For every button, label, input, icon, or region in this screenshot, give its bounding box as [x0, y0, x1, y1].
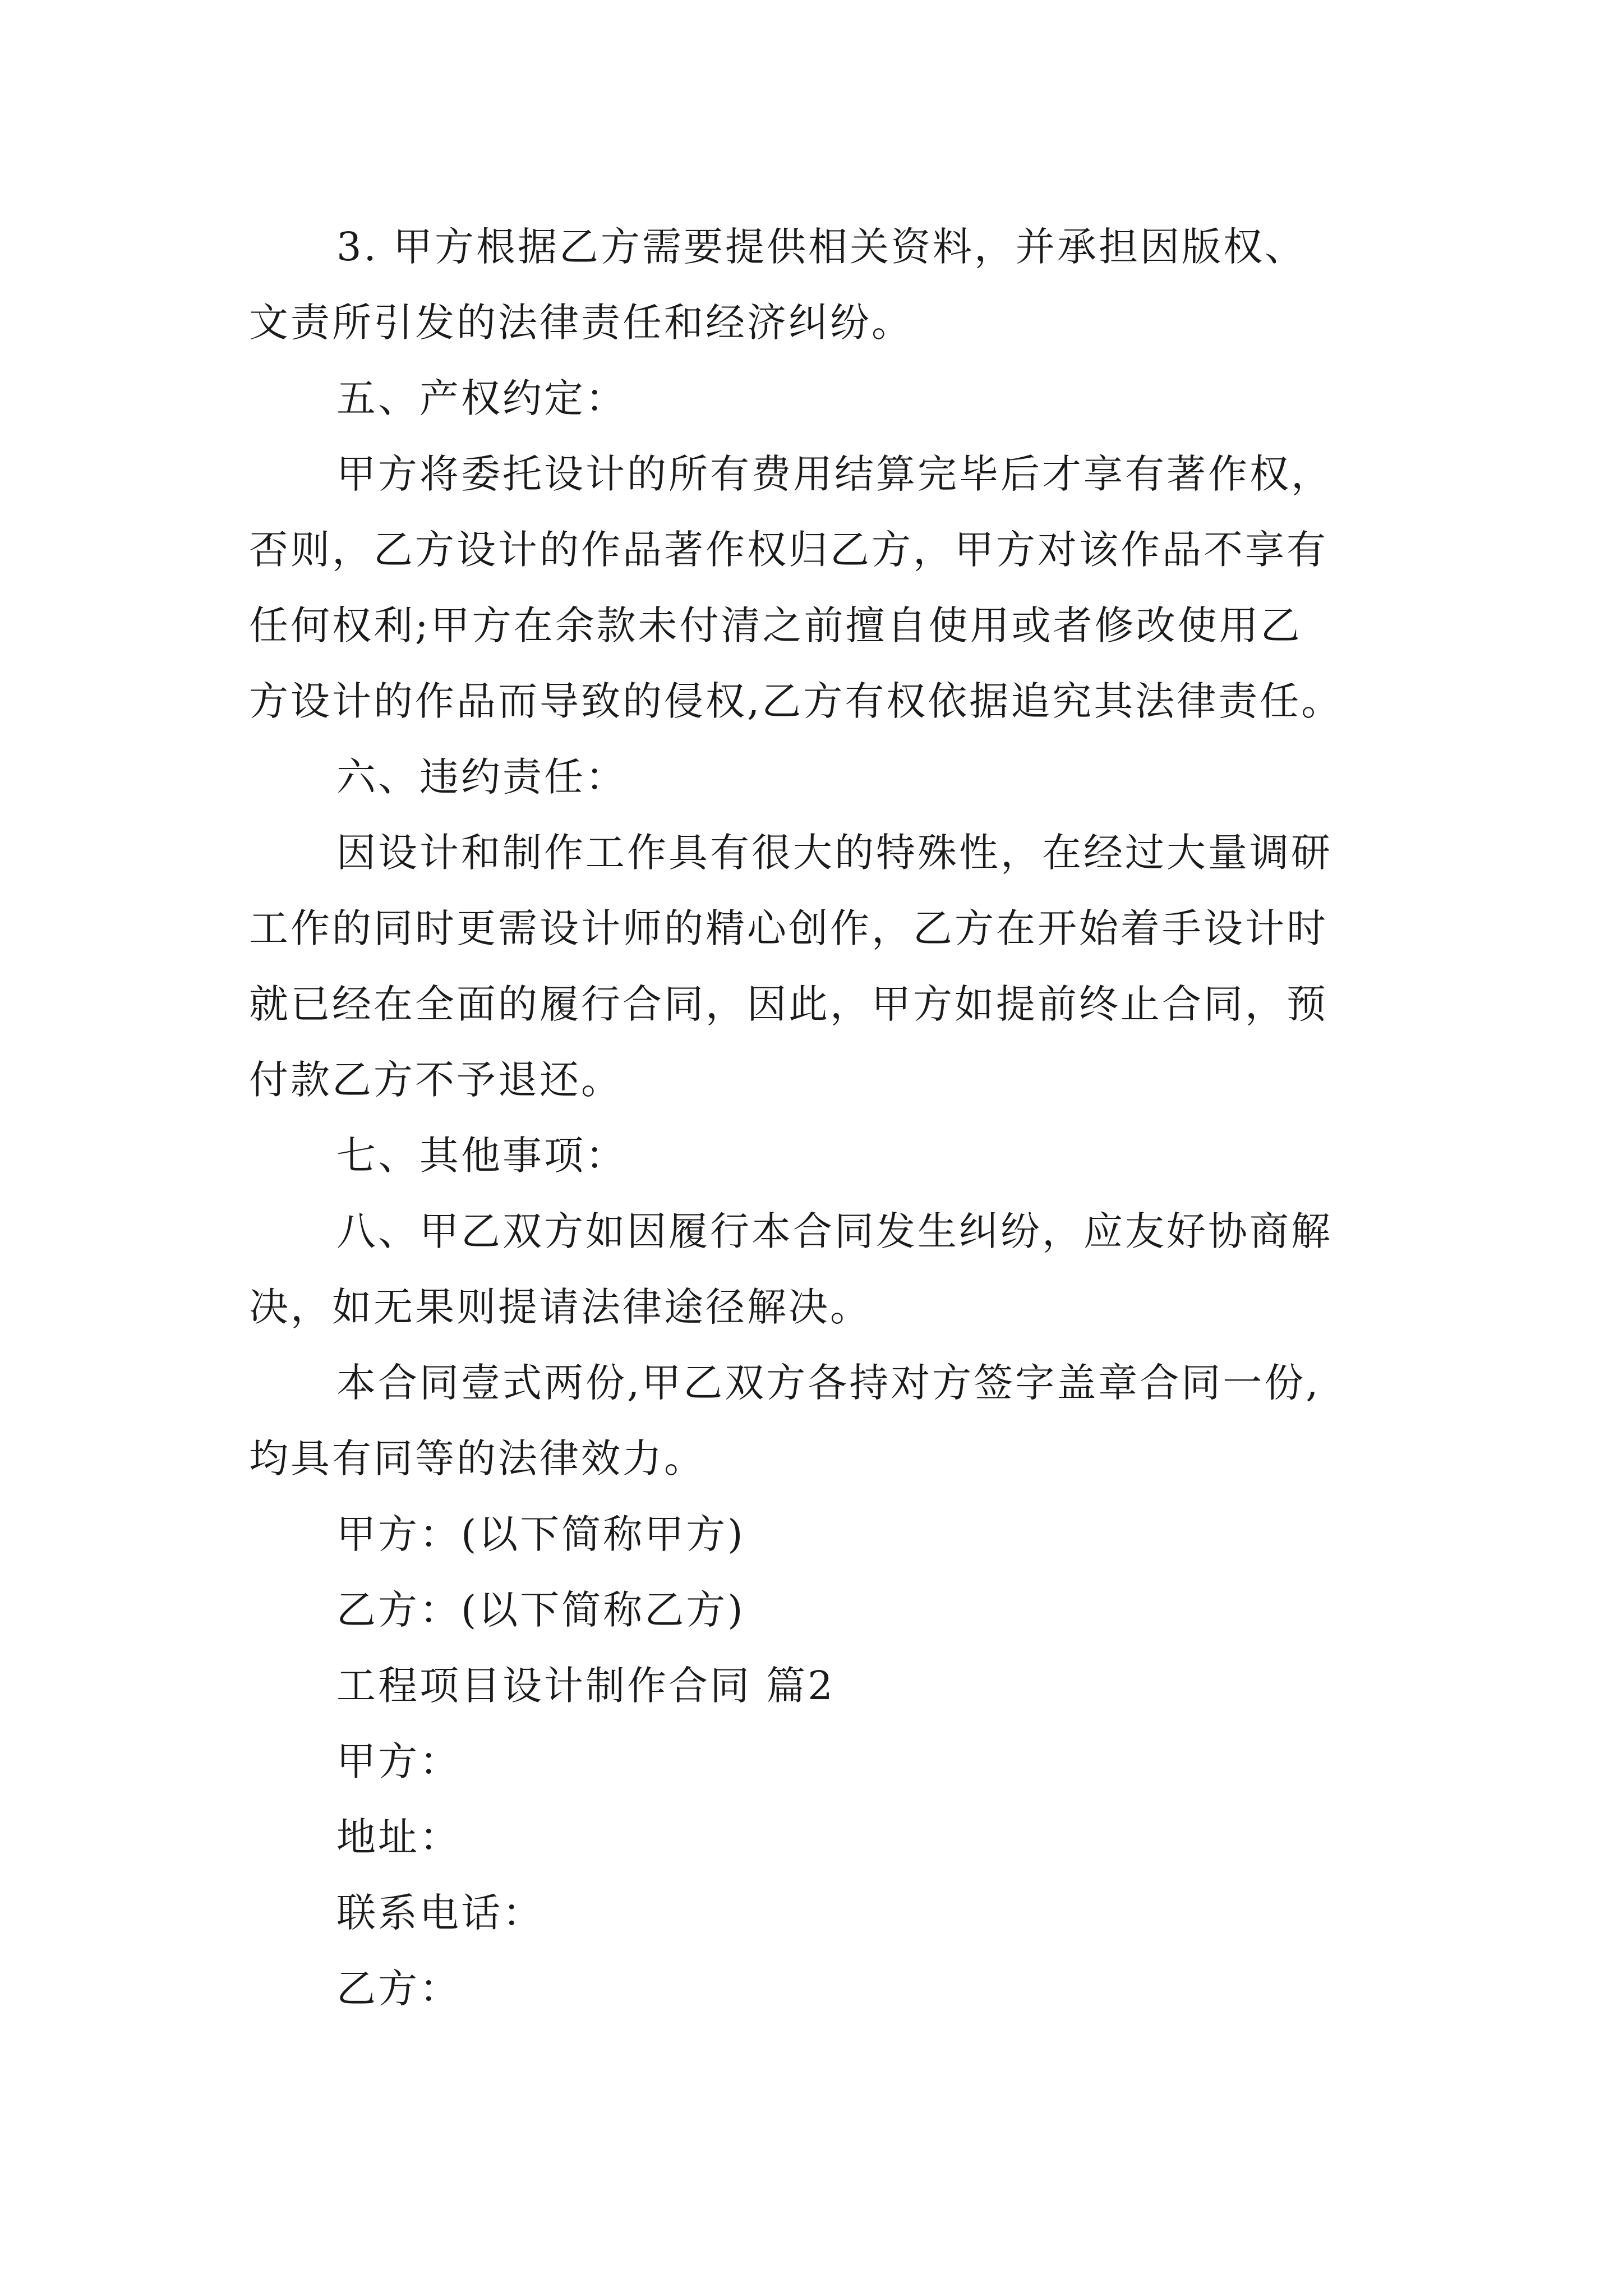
ownership-line-1: 甲方将委托设计的所有费用结算完毕后才享有著作权， [336, 451, 1332, 497]
copies-line-1: 本合同壹式两份,甲乙双方各持对方签字盖章合同一份, [336, 1360, 1321, 1406]
breach-line-1: 因设计和制作工作具有很大的特殊性，在经过大量调研 [336, 830, 1332, 876]
ownership-line-4: 方设计的作品而导致的侵权,乙方有权依据追究其法律责任。 [249, 678, 1343, 724]
section-heading-other: 七、其他事项： [336, 1133, 627, 1179]
dispute-line-1: 八、甲乙双方如因履行本合同发生纠纷，应友好协商解 [336, 1208, 1332, 1254]
ownership-line-3: 任何权利;甲方在余款未付清之前擅自使用或者修改使用乙 [249, 602, 1302, 648]
party-a-field: 甲方： [336, 1738, 461, 1784]
clause-3-line-1: 3. 甲方根据乙方需要提供相关资料，并承担因版权、 [336, 224, 1307, 270]
clause-3-line-2: 文责所引发的法律责任和经济纠纷。 [249, 300, 913, 346]
party-b-signature-label: 乙方：(以下简称乙方) [336, 1587, 745, 1633]
section-heading-ownership: 五、产权约定： [336, 375, 627, 421]
party-a-signature-label: 甲方：(以下简称甲方) [336, 1511, 745, 1557]
dispute-line-2: 决，如无果则提请法律途径解决。 [249, 1284, 872, 1330]
party-b-field: 乙方： [336, 1966, 461, 2012]
ownership-line-2: 否则，乙方设计的作品著作权归乙方，甲方对该作品不享有 [249, 527, 1328, 573]
section-heading-breach: 六、违约责任： [336, 754, 627, 800]
breach-line-4: 付款乙方不予退还。 [249, 1057, 623, 1103]
copies-line-2: 均具有同等的法律效力。 [249, 1435, 706, 1481]
contract-2-title: 工程项目设计制作合同 篇2 [336, 1663, 835, 1709]
phone-field: 联系电话： [336, 1890, 544, 1936]
address-field: 地址： [336, 1814, 461, 1860]
breach-line-2: 工作的同时更需设计师的精心创作，乙方在开始着手设计时 [249, 905, 1328, 951]
breach-line-3: 就已经在全面的履行合同，因此，甲方如提前终止合同，预 [249, 981, 1328, 1027]
